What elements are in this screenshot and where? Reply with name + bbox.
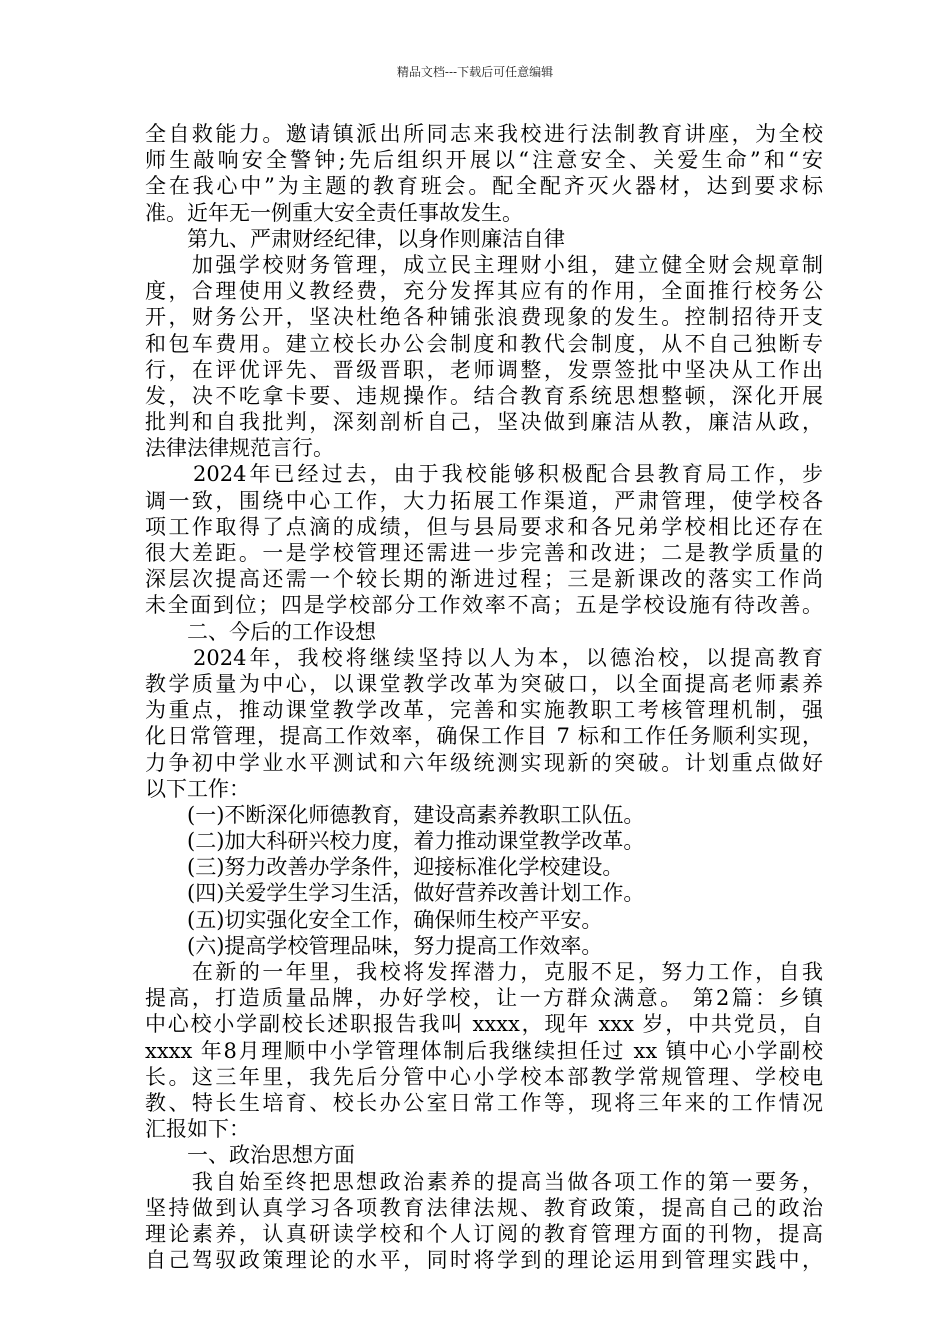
- text-line: 为重点，推动课堂教学改革，完善和实施教职工考核管理机制，强: [145, 698, 823, 723]
- document-body: [145, 121, 823, 1273]
- text-line: 开，财务公开，坚决杜绝各种铺张浪费现象的发生。控制招待开支: [145, 305, 823, 330]
- text-line: 自己驾驭政策理论的水平，同时将学到的理论运用到管理实践中，: [145, 1248, 823, 1273]
- text-line: 加强学校财务管理，成立民主理财小组，建立健全财会规章制: [145, 252, 823, 277]
- text-line: 和包车费用。建立校长办公会制度和教代会制度，从不自己独断专: [145, 331, 823, 356]
- text-line: 提高，打造质量品牌，办好学校，让一方群众满意。 第2篇：乡镇: [145, 986, 823, 1011]
- text-line: 全在我心中”为主题的教育班会。配全配齐灭火器材，达到要求标: [145, 174, 823, 199]
- text-line: 化日常管理，提高工作效率，确保工作目 7 标和工作任务顺利实现，: [145, 724, 823, 749]
- text-line: xxxx 年8月理顺中小学管理体制后我继续担任过 xx 镇中心小学副校: [145, 1038, 823, 1063]
- text-line: 教学质量为中心，以课堂教学改革为突破口，以全面提高老师素养: [145, 671, 823, 696]
- text-line: 全自救能力。邀请镇派出所同志来我校进行法制教育讲座，为全校: [145, 122, 823, 146]
- text-line: (四)关爱学生学习生活，做好营养改善计划工作。: [145, 881, 645, 906]
- text-line: 以下工作：: [145, 776, 250, 801]
- text-line: 汇报如下：: [145, 1117, 250, 1142]
- text-line: 批判和自我批判，深刻剖析自己，坚决做到廉洁从教，廉洁从政，: [145, 410, 823, 435]
- text-line: 度，合理使用义教经费，充分发挥其应有的作用，全面推行校务公: [145, 279, 823, 304]
- text-line: 理论素养，认真研读学校和个人订阅的教育管理方面的刊物，提高: [145, 1221, 823, 1246]
- text-line: (六)提高学校管理品味，努力提高工作效率。: [145, 933, 603, 958]
- text-line: (三)努力改善办学条件，迎接标准化学校建设。: [145, 855, 624, 880]
- text-line: 发，决不吃拿卡要、违规操作。结合教育系统思想整顿，深化开展: [145, 383, 823, 408]
- text-line: (一)不断深化师德教育，建设高素养教职工队伍。: [145, 802, 645, 827]
- text-line: 教、特长生培育、校长办公室日常工作等，现将三年来的工作情况: [145, 1090, 823, 1115]
- text-line: 法律法律规范言行。: [145, 436, 334, 461]
- text-line: 2024年已经过去，由于我校能够积极配合县教育局工作，步: [145, 462, 823, 487]
- text-line: 第九、严肃财经纪律，以身作则廉洁自律: [145, 226, 565, 251]
- text-line: 二、今后的工作设想: [145, 619, 376, 644]
- text-line: (五)切实强化安全工作，确保师生校产平安。: [145, 907, 603, 932]
- text-line: 中心校小学副校长述职报告我叫 xxxx，现年 xxx 岁，中共党员，自: [145, 1012, 823, 1037]
- text-line: (二)加大科研兴校力度，着力推动课堂教学改革。: [145, 829, 645, 854]
- text-line: 项工作取得了点滴的成绩，但与县局要求和各兄弟学校相比还存在: [145, 514, 823, 539]
- text-line: 调一致，围绕中心工作，大力拓展工作渠道，严肃管理，使学校各: [145, 488, 823, 513]
- text-line: 一、政治思想方面: [145, 1143, 355, 1168]
- text-line: 很大差距。一是学校管理还需进一步完善和改进；二是教学质量的: [145, 541, 823, 565]
- text-line: 深层次提高还需一个较长期的渐进过程；三是新课改的落实工作尚: [145, 567, 823, 592]
- text-line: 未全面到位；四是学校部分工作效率不高；五是学校设施有待改善。: [145, 593, 823, 618]
- text-line: 师生敲响安全警钟;先后组织开展以“注意安全、关爱生命”和“安: [145, 148, 823, 173]
- page-header: 精品文档---下载后可任意编辑: [396, 65, 554, 79]
- text-line: 坚持做到认真学习各项教育法律法规、教育政策，提高自己的政治: [145, 1195, 823, 1220]
- text-line: 行，在评优评先、晋级晋职，老师调整，发票签批中坚决从工作出: [145, 357, 823, 382]
- text-line: 长。这三年里，我先后分管中心小学校本部教学常规管理、学校电: [145, 1064, 823, 1089]
- text-line: 力争初中学业水平测试和六年级统测实现新的突破。计划重点做好: [145, 750, 823, 775]
- text-line: 2024年，我校将继续坚持以人为本，以德治校，以提高教育: [145, 645, 823, 670]
- text-line: 在新的一年里，我校将发挥潜力，克服不足，努力工作，自我: [145, 960, 823, 984]
- text-line: 我自始至终把思想政治素养的提高当做各项工作的第一要务，: [145, 1169, 823, 1194]
- text-line: 准。近年无一例重大安全责任事故发生。: [145, 200, 523, 225]
